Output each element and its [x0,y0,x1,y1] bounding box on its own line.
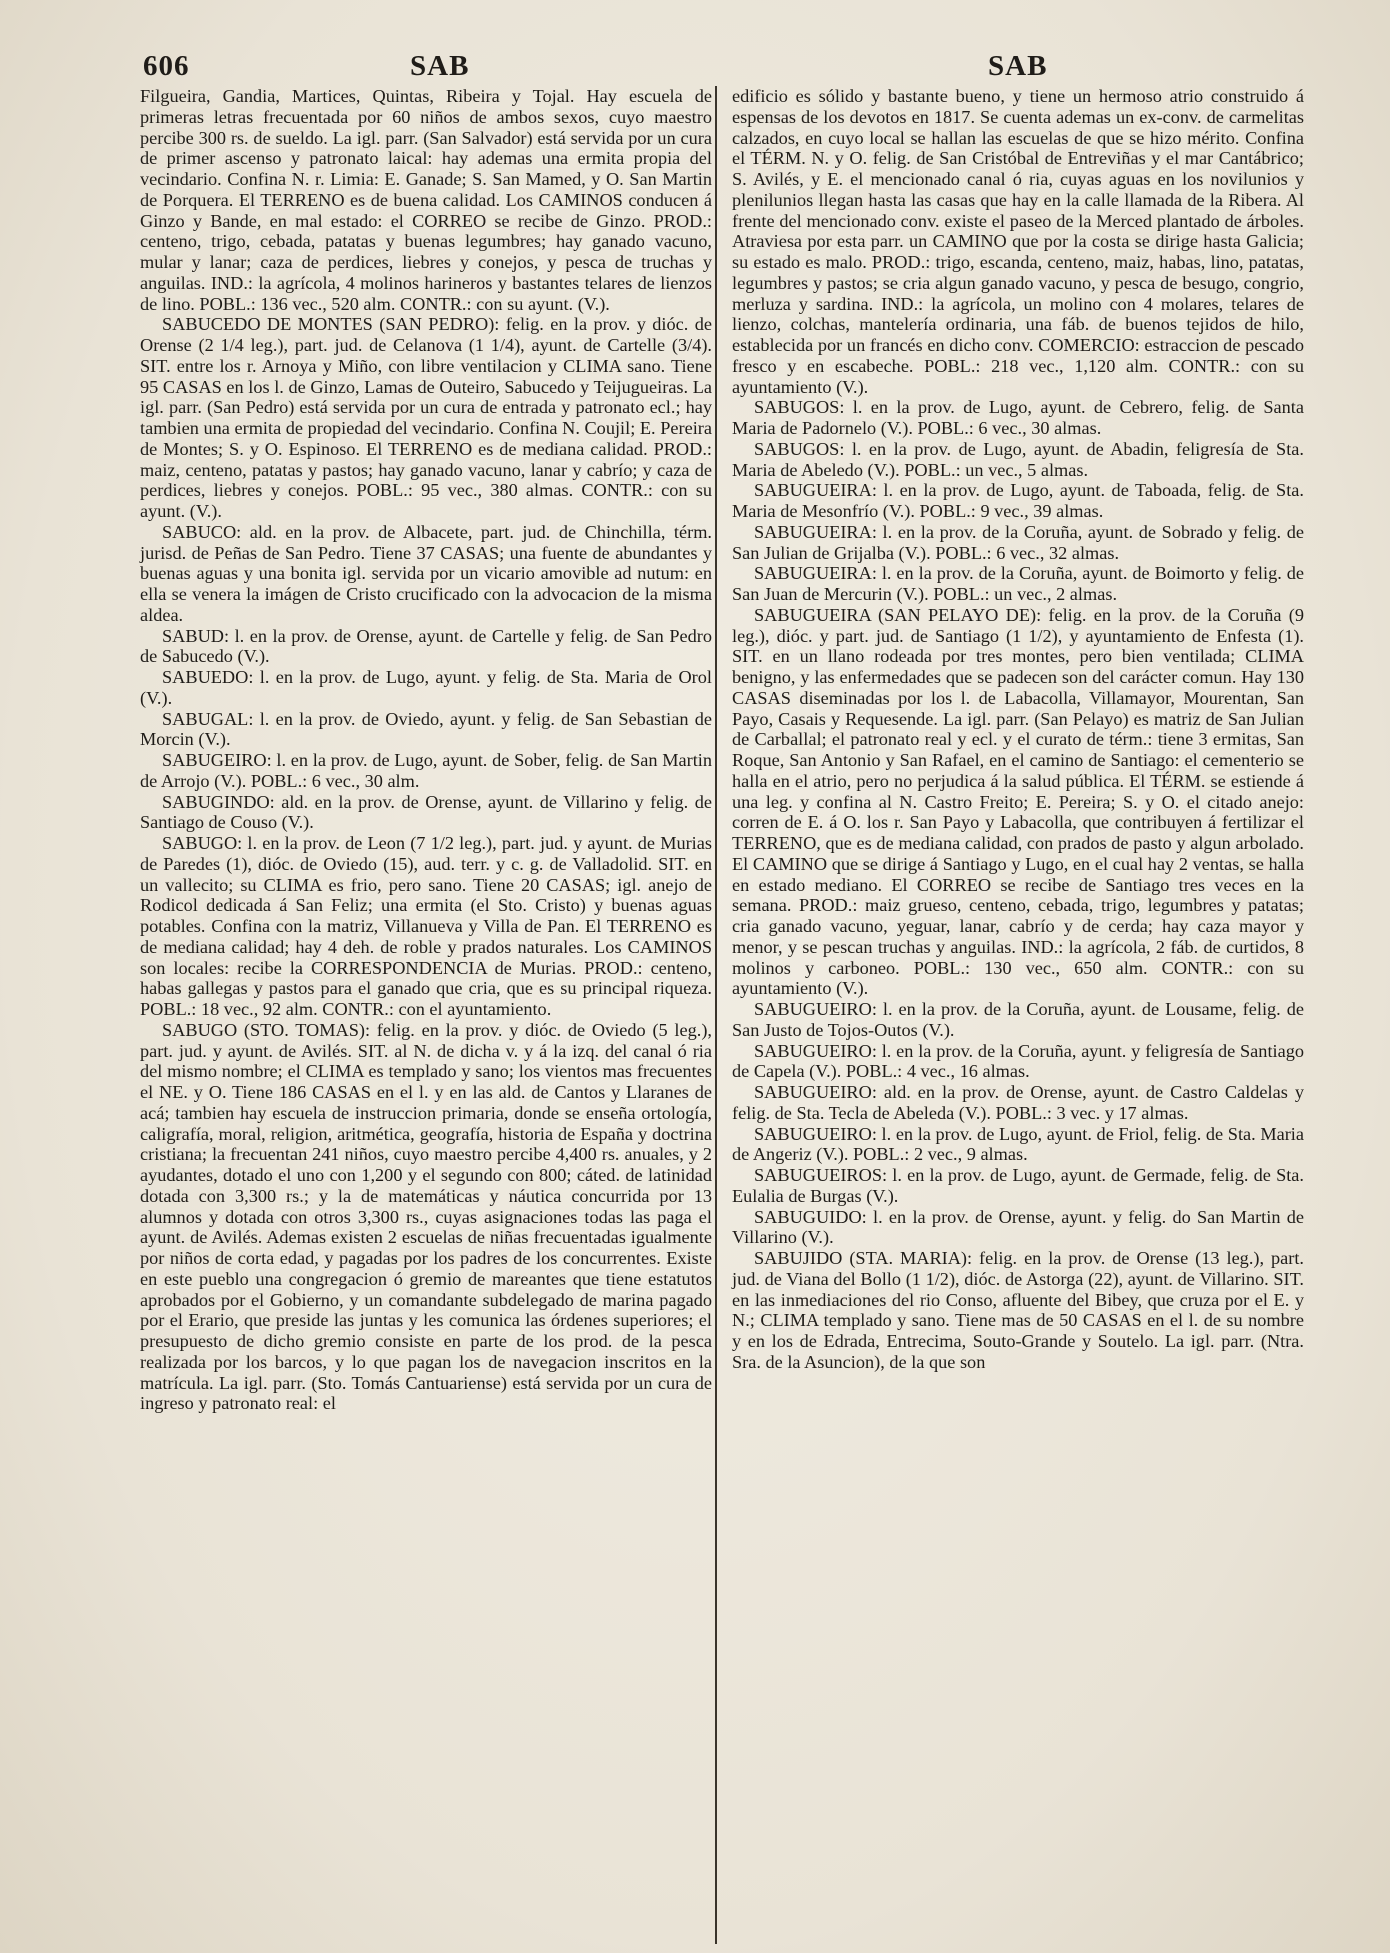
entry-sabugueiro-friol: SABUGUEIRO: l. en la prov. de Lugo, ayunt. de Friol, felig. de Sta. Maria de Angeriz (V.). POBL.: 2 vec., 9 almas. [732,1123,1304,1165]
right-running-head: SAB [988,50,1048,82]
right-column [732,86,1304,1373]
entry-sabugueiro-capela: SABUGUEIRO: l. en la prov. de la Coruña, ayunt. y feligresía de Santiago de Capela (V.). POBL.: 4 vec., 16 almas. [732,1040,1304,1082]
page-header [140,50,1330,90]
entry-sabugo: SABUGO: l. en la prov. de Leon (7 1/2 leg.), part. jud. y ayunt. de Murias de Paredes (1), dióc. de Oviedo (15), aud. terr. y c. g. de Valladolid. SIT. en un vallecito; su CLIMA es frio, pero sano. Tiene 20 CASAS; igl. anejo de Rodicol dedicada á San Feliz; una ermita (el Sto. Cristo) y buenas aguas potables. Confina con la matriz, Villanueva y Villa de Pan. El TERRENO es de mediana calidad; hay 4 deh. de roble y prados naturales. Los CAMINOS son locales: recibe la CORRESPONDENCIA de Murias. PROD.: centeno, habas gallegas y pastos para el ganado que cria, que es su principal riqueza. POBL.: 18 vec., 92 alm. CONTR.: con el ayuntamiento. [140,833,712,1019]
entry-sabugos-cebrero: SABUGOS: l. en la prov. de Lugo, ayunt. de Cebrero, felig. de Santa Maria de Padornelo (V.). POBL.: 6 vec., 30 almas. [732,397,1304,438]
entry-sabugeiro: SABUGEIRO: l. en la prov. de Lugo, ayunt. de Sober, felig. de San Martin de Arrojo (V.). POBL.: 6 vec., 30 alm. [140,750,712,791]
entry-continuation: edificio es sólido y bastante bueno, y tiene un hermoso atrio construido á espensas de los devotos en 1817. Se cuenta ademas un ex-conv. de carmelitas calzados, en cuyo local se hallan las escuelas de que se hizo mérito. Confina el TÉRM. N. y O. felig. de San Cristóbal de Entreviñas y el mar Cantábrico; S. Avilés, y E. el mencionado canal ó ria, cuyas aguas en los novilunios y plenilunios llegan hasta las casas que hay en la calle llamada de la Ribera. Al frente del mencionado conv. existe el paseo de la Merced plantado de árboles. Atraviesa por esta parr. un CAMINO que por la costa se dirige hasta Galicia; su estado es malo. PROD.: trigo, escanda, centeno, maiz, habas, lino, patatas, legumbres y pastos; se cria algun ganado vacuno, y pesca de besugo, congrio, merluza y sardina. IND.: la agrícola, un molino con 4 molares, telares de lienzo, colchas, mantelería ordinaria, una fáb. de buenos tejidos de hilo, establecida por un francés en dicho conv. COMERCIO: estraccion de pescado fresco y en escabeche. POBL.: 218 vec., 1,120 alm. CONTR.: con su ayuntamiento (V.). [732,86,1304,397]
entry-sabugueira-san-pelayo: SABUGUEIRA (SAN PELAYO DE): felig. en la prov. de la Coruña (9 leg.), dióc. y part. jud. de Santiago (1 1/2), y ayuntamiento de Enfesta (1). SIT. en un llano rodeada por tres montes, pero bien ventilada; CLIMA benigno, y las enfermedades que se padecen son del carácter comun. Hay 130 CASAS diseminadas por los l. de Labacolla, Villamayor, Mourentan, San Payo, Casais y Requesende. La igl. parr. (San Pelayo) es matriz de San Julian de Carballal; el patronato real y ecl. y el curato de térm.: tiene 3 ermitas, San Roque, San Antonio y San Rafael, en el camino de Santiago: el cementerio se halla en el atrio, pero no perjudica á la salud pública. El TÉRM. se estiende á una leg. y confina al N. Castro Freito; E. Pereira; S. y O. el citado anejo: corren de E. á O. los r. San Payo y Labacolla, que contribuyen á fertilizar el TERRENO, que es de mediana calidad, con prados de pasto y algun arbolado. El CAMINO que se dirige á Santiago y Lugo, en el cual hay 2 ventas, se halla en estado mediano. El CORREO se recibe de Santiago tres veces en la semana. PROD.: maiz grueso, centeno, cebada, trigo, legumbres y patatas; cria ganado vacuno, yeguar, lanar, cabrío y de cerda; hay caza mayor y menor, y se pescan truchas y anguilas. IND.: la agrícola, 2 fáb. de curtidos, 8 molinos y carboneo. POBL.: 130 vec., 650 alm. CONTR.: con su ayuntamiento (V.). [732,604,1304,999]
entry-sabugos-abadin: SABUGOS: l. en la prov. de Lugo, ayunt. de Abadin, feligresía de Sta. Maria de Abeledo (V.). POBL.: un vec., 5 almas. [732,438,1304,480]
entry-sabugueira-sobrado: SABUGUEIRA: l. en la prov. de la Coruña, ayunt. de Sobrado y felig. de San Julian de Grijalba (V.). POBL.: 6 vec., 32 almas. [732,521,1304,563]
entry-continuation: Filgueira, Gandia, Martices, Quintas, Ribeira y Tojal. Hay escuela de primeras letras frecuentada por 60 niños de ambos sexos, cuyo maestro percibe 300 rs. de sueldo. La igl. parr. (San Salvador) está servida por un cura de primer ascenso y patronato laical: hay ademas una ermita propia del vecindario. Confina N. r. Limia: E. Ganade; S. San Mamed, y O. San Martin de Porquera. El TERRENO es de buena calidad. Los CAMINOS conducen á Ginzo y Bande, en mal estado: el CORREO se recibe de Ginzo. PROD.: centeno, trigo, cebada, patatas y buenas legumbres; hay ganado vacuno, mular y lanar; caza de perdices, liebres y conejos, y pesca de truchas y anguilas. IND.: la agrícola, 4 molinos harineros y bastantes telares de lienzos de lino. POBL.: 136 vec., 520 alm. CONTR.: con su ayunt. (V.). [140,86,712,314]
page-number: 606 [143,50,190,82]
entry-sabuguido: SABUGUIDO: l. en la prov. de Orense, ayunt. y felig. do San Martin de Villarino (V.). [732,1206,1304,1248]
entry-sabugindo: SABUGINDO: ald. en la prov. de Orense, ayunt. de Villarino y felig. de Santiago de Couso (V.). [140,791,712,833]
left-running-head: SAB [410,50,470,82]
entry-sabugueiro-castro-caldelas: SABUGUEIRO: ald. en la prov. de Orense, ayunt. de Castro Caldelas y felig. de Sta. Tecla de Abeleda (V.). POBL.: 3 vec. y 17 almas. [732,1082,1304,1123]
entry-sabuedo: SABUEDO: l. en la prov. de Lugo, ayunt. y felig. de Sta. Maria de Orol (V.). [140,667,712,708]
entry-sabujido: SABUJIDO (STA. MARIA): felig. en la prov. de Orense (13 leg.), part. jud. de Viana del Bollo (1 1/2), dióc. de Astorga (22), ayunt. de Villarino. SIT. en las inmediaciones del rio Conso, afluente del Bibey, que cruza por el E. y N.; CLIMA templado y sano. Tiene mas de 50 CASAS en el l. de su nombre y en los de Edrada, Entrecima, Souto-Grande y Soutelo. La igl. parr. (Ntra. Sra. de la Asuncion), de la que son [732,1248,1304,1372]
entry-sabugueira-taboada: SABUGUEIRA: l. en la prov. de Lugo, ayunt. de Taboada, felig. de Sta. Maria de Mesonfrío (V.). POBL.: 9 vec., 39 almas. [732,480,1304,521]
entry-sabuco: SABUCO: ald. en la prov. de Albacete, part. jud. de Chinchilla, térm. jurisd. de Peñas de San Pedro. Tiene 37 CASAS; una fuente de abundantes y buenas aguas y una bonita igl. servida por un vicario amovible ad nutum: en ella se venera la imágen de Cristo crucificado con la advocacion de la misma aldea. [140,521,712,625]
entry-sabugueiros: SABUGUEIROS: l. en la prov. de Lugo, ayunt. de Germade, felig. de Sta. Eulalia de Burgas (V.). [732,1165,1304,1206]
entry-sabugueira-boimorto: SABUGUEIRA: l. en la prov. de la Coruña, ayunt. de Boimorto y felig. de San Juan de Mercurin (V.). POBL.: un vec., 2 almas. [732,563,1304,604]
left-column [140,86,712,1414]
entry-sabugueiro-lousame: SABUGUEIRO: l. en la prov. de la Coruña, ayunt. de Lousame, felig. de San Justo de Tojos-Outos (V.). [732,999,1304,1040]
column-divider [715,86,717,1944]
entry-sabugal: SABUGAL: l. en la prov. de Oviedo, ayunt. y felig. de San Sebastian de Morcin (V.). [140,708,712,750]
entry-sabugo-sto-tomas: SABUGO (STO. TOMAS): felig. en la prov. y dióc. de Oviedo (5 leg.), part. jud. y ayunt. de Avilés. SIT. al N. de dicha v. y á la izq. del canal ó ria del mismo nombre; el CLIMA es templado y sano; los vientos mas frecuentes el NE. y O. Tiene 186 CASAS en el l. y en las ald. de Cantos y Llaranes de acá; tambien hay escuela de instruccion primaria, donde se enseña ortología, caligrafía, moral, religion, aritmética, geografía, historia de España y doctrina cristiana; la frecuentan 241 niños, cuyo maestro percibe 4,400 rs. anuales, y 2 ayudantes, dotado el uno con 1,200 y el segundo con 800; cáted. de latinidad dotada con 3,300 rs.; y la de matemáticas y náutica concurrida por 13 alumnos y dotada con otros 3,300 rs., cuyas asignaciones todas las paga el ayunt. de Avilés. Ademas existen 2 escuelas de niñas frecuentadas igualmente por niños de corta edad, y pagadas por los padres de los concurrentes. Existe en este pueblo una congregacion ó gremio de mareantes que tiene estatutos aprobados por el Gobierno, y un comandante subdelegado de marina pagado por el Erario, que preside las juntas y les comunica las órdenes superiores; el presupuesto de dicho gremio consiste en parte de los prod. de la pesca realizada por los barcos, y lo que pagan los de navegacion inscritos en la matrícula. La igl. parr. (Sto. Tomás Cantuariense) está servida por un cura de ingreso y patronato real: el [140,1019,712,1414]
entry-sabucedo-de-montes: SABUCEDO DE MONTES (SAN PEDRO): felig. en la prov. y dióc. de Orense (2 1/4 leg.), part. jud. de Celanova (1 1/4), ayunt. de Cartelle (3/4). SIT. entre los r. Arnoya y Miño, con libre ventilacion y CLIMA sano. Tiene 95 CASAS en los l. de Ginzo, Lamas de Outeiro, Sabucedo y Teijugueiras. La igl. parr. (San Pedro) está servida por un cura de entrada y patronato ecl.; hay tambien una ermita de propiedad del vecindario. Confina N. Coujil; E. Pereira de Montes; S. y O. Espinoso. El TERRENO es de mediana calidad. PROD.: maiz, centeno, patatas y pastos; hay ganado vacuno, lanar y cabrío; y caza de perdices, liebres y conejos. POBL.: 95 vec., 380 almas. CONTR.: con su ayunt. (V.). [140,314,712,521]
entry-sabud: SABUD: l. en la prov. de Orense, ayunt. de Cartelle y felig. de San Pedro de Sabucedo (V.). [140,625,712,667]
